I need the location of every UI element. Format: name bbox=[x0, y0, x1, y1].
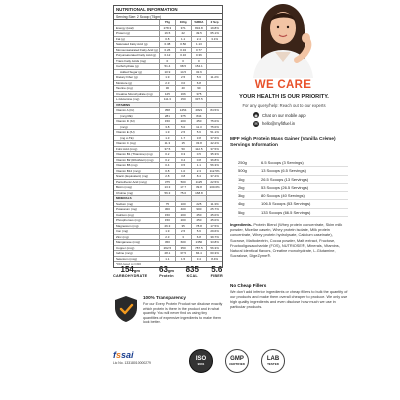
nutrient-value bbox=[207, 59, 222, 64]
no-fillers-text: We don't add inferior ingredients or cheap fillers to bulk the quantity of our products and make them overall cheaper to produce. We only use high quality ingredients and even disclose how much we use in particular products. bbox=[230, 290, 348, 309]
macro-fiber bbox=[211, 265, 223, 278]
nutrient-value: 2.3 bbox=[192, 169, 208, 174]
nutrient-value bbox=[176, 196, 192, 201]
nutrient-name: (mg α-TE) bbox=[114, 136, 160, 141]
nutrient-value: 0.38 bbox=[160, 42, 176, 47]
query-text: For any query/help: Reach out to our experts bbox=[242, 103, 326, 108]
nutrient-value: 84.4 bbox=[192, 251, 208, 256]
nutrient-value: 0.2 bbox=[160, 152, 176, 157]
gmp-badge-bottom: CERTIFIED bbox=[229, 362, 245, 366]
gmp-badge bbox=[225, 349, 249, 373]
nutrient-value: 600 bbox=[176, 240, 192, 245]
serving-info-cell: 106.5 Scoops (53 Servings) bbox=[261, 201, 311, 207]
macro-label: Protein bbox=[159, 274, 174, 278]
serving-info-cell: 13 Scoops (6.5 Servings) bbox=[261, 168, 306, 174]
nutrient-name: Moisture (g) bbox=[114, 81, 160, 86]
nutrient-value: 0.50 bbox=[176, 42, 192, 47]
we-care-heading: WE CARE bbox=[254, 79, 312, 91]
nutrient-value: 787.5 bbox=[192, 246, 208, 251]
nutrient-name: Fat (g) bbox=[114, 37, 160, 42]
nutrient-name: Iodine (mcg) bbox=[114, 251, 160, 256]
macro-label: KCAL bbox=[186, 274, 198, 278]
nutrient-value: 0.12 bbox=[160, 53, 176, 58]
nutrient-value: 0.77 bbox=[192, 48, 208, 53]
nutrient-value: 2.3 bbox=[160, 81, 176, 86]
nutrient-name: Polyunsaturated Fatty Acid (g) bbox=[114, 53, 160, 58]
nutrient-value: 22.5% bbox=[210, 179, 219, 184]
nutrient-value: 26.3 bbox=[160, 224, 176, 229]
nutrition-footnote: *RDA based on ICMR bbox=[116, 263, 142, 267]
nutrient-value: 1254 bbox=[176, 108, 192, 113]
nutrient-value: 45.0% bbox=[210, 218, 219, 223]
nutrient-value: 30 bbox=[160, 86, 176, 91]
nutrient-value bbox=[207, 92, 222, 97]
nutrient-name: Vitamin B6 (mg) bbox=[114, 163, 160, 168]
shield-check-icon bbox=[113, 295, 139, 323]
nutrient-value bbox=[207, 48, 222, 53]
serving-size-cell: 3kg bbox=[238, 193, 245, 199]
chat-icon: ◉ bbox=[254, 112, 258, 118]
nutrient-value: 168.8 bbox=[192, 191, 208, 196]
nutrient-value: 14.5 bbox=[176, 70, 192, 75]
nutrient-value bbox=[160, 103, 176, 108]
nutrient-value: 450 bbox=[192, 213, 208, 218]
nutrient-name: VITAMINS bbox=[114, 103, 160, 108]
nutrient-value: 100 bbox=[176, 202, 192, 207]
nutrient-name: Protein (g) bbox=[114, 31, 160, 36]
nutrient-value: 35 bbox=[176, 224, 192, 229]
nutrient-value: 150 bbox=[160, 119, 176, 124]
servings-table bbox=[238, 159, 348, 217]
contact-list bbox=[253, 112, 333, 129]
nutrient-value bbox=[207, 86, 222, 91]
nutrient-value: 100.0% bbox=[209, 185, 220, 190]
chat-contact[interactable] bbox=[253, 112, 333, 118]
transparency-title: 100% Transparency bbox=[143, 295, 186, 300]
nutrient-value: 78.8 bbox=[192, 224, 208, 229]
nutrient-value: 39.7% bbox=[210, 234, 219, 239]
nutrient-value: 375 bbox=[192, 92, 208, 97]
nutrient-value: 1.9 bbox=[160, 229, 176, 234]
servings-title: MFF High Protein Mass Gainer (Vanilla Crème) Servings Information bbox=[230, 137, 336, 148]
nutrient-value: 1350 bbox=[192, 240, 208, 245]
nutrient-value: 371 bbox=[176, 26, 192, 31]
nutrient-value: 112.5 bbox=[192, 147, 208, 152]
priority-heading: YOUR HEALTH IS OUR PRIORITY. bbox=[239, 94, 329, 100]
nutrient-value: 150 bbox=[160, 218, 176, 223]
nutrient-value: 278.3 bbox=[160, 26, 176, 31]
nutrient-value bbox=[207, 53, 222, 58]
nutrient-name: Folic Acid (mcg) bbox=[114, 147, 160, 152]
nutrient-name: Carbohydrate (g) bbox=[114, 64, 160, 69]
nutrient-value bbox=[192, 196, 208, 201]
nutrient-name: Potassium (mg) bbox=[114, 207, 160, 212]
nutrient-value: 281 bbox=[160, 114, 176, 119]
nutrient-value: 32.6 bbox=[192, 70, 208, 75]
nutrient-value: 37.6% bbox=[210, 135, 219, 140]
nutrient-value: 1.1 bbox=[176, 37, 192, 42]
mail-icon: ✉ bbox=[254, 121, 258, 126]
nutrient-value: 3 bbox=[176, 235, 192, 240]
serving-size-cell: 1kg bbox=[238, 176, 245, 182]
support-agent-image bbox=[235, 0, 330, 78]
nutrient-value: 90 bbox=[192, 86, 208, 91]
nutrient-value: 11.3 bbox=[160, 141, 176, 146]
certification-logos bbox=[113, 345, 293, 385]
nutrient-name: (mcg RE) bbox=[114, 114, 160, 119]
nutrient-name: L-Glutamine (mg) bbox=[114, 97, 160, 102]
nutrient-value: 0.4 bbox=[160, 163, 176, 168]
nutrient-value: 337.5 bbox=[192, 97, 208, 102]
nutrient-value: 1.0 bbox=[176, 169, 192, 174]
macro-value: 154 bbox=[120, 265, 134, 274]
fssai-logo: fssai Lic No. 13318010000279 bbox=[113, 350, 183, 365]
nutrient-value: 200 bbox=[176, 213, 192, 218]
nutrient-value bbox=[207, 114, 222, 119]
macro-value: 63 bbox=[159, 265, 168, 274]
header-cell: %RDA bbox=[192, 20, 208, 25]
serving-info-cell: 53 Scoops (26.5 Servings) bbox=[261, 184, 309, 190]
nutrient-value bbox=[207, 70, 222, 75]
macro-unit: gm bbox=[133, 268, 140, 273]
nutrient-value: 11.2% bbox=[210, 75, 219, 80]
nutrient-value: 22 bbox=[176, 31, 192, 36]
nutrient-value: 0.4 bbox=[176, 158, 192, 163]
nutrient-value: 1.9 bbox=[160, 130, 176, 135]
nutrient-value: 8.4% bbox=[211, 256, 219, 261]
nutrient-name: Iron (mg) bbox=[114, 229, 160, 234]
nutrient-name: Trans Fatty Acids (mg) bbox=[114, 59, 160, 64]
nutrient-value: 166 bbox=[176, 92, 192, 97]
nutrient-value: 400 bbox=[176, 207, 192, 212]
macro-value: 835 bbox=[185, 265, 199, 274]
nutrient-value: 450 bbox=[192, 218, 208, 223]
nutrient-value: 3.8 bbox=[192, 136, 208, 141]
header-cell: 100g bbox=[176, 20, 192, 25]
nutrient-value: 0 bbox=[160, 59, 176, 64]
nutrient-value: 0.8 bbox=[160, 169, 176, 174]
nutrient-value: 33.8% bbox=[210, 240, 219, 245]
nutrient-value: 75.0 bbox=[176, 191, 192, 196]
nutrient-value: 15 bbox=[176, 141, 192, 146]
nutrient-name: Monounsaturated Fatty Acid (g) bbox=[114, 48, 160, 53]
nutrient-value: 2.8 bbox=[160, 174, 176, 179]
nutrient-value: 3.1% bbox=[211, 36, 219, 41]
nutrition-body bbox=[114, 26, 222, 263]
no-fillers-title: No Cheap Fillers bbox=[230, 283, 267, 288]
nutrient-name: Vitamin A (IU) bbox=[114, 108, 160, 113]
nutrient-value: 42.2% bbox=[210, 141, 219, 146]
nutrient-value: 154.1 bbox=[192, 64, 208, 69]
nutrient-value: 16.5 bbox=[160, 31, 176, 36]
transparency-section bbox=[113, 295, 223, 325]
nutrient-value: 10.9 bbox=[160, 70, 176, 75]
nutrient-value bbox=[207, 191, 222, 196]
nutrient-value bbox=[192, 103, 208, 108]
nutrient-value: 11.3 bbox=[192, 125, 208, 130]
nutrient-value: 49.5 bbox=[192, 31, 208, 36]
nutrient-value: 75.0% bbox=[210, 119, 219, 124]
nutrient-value: 50 bbox=[176, 147, 192, 152]
nutrient-name: Vitamin D (IU) bbox=[114, 119, 160, 124]
nutrient-value: 11.3% bbox=[210, 201, 219, 206]
serving-info-cell: 80 Scoops (40 Servings) bbox=[261, 193, 305, 199]
nutrient-name: (mcg) bbox=[114, 125, 160, 130]
serving-info-cell: 26.5 Scoops (13 Servings) bbox=[261, 176, 309, 182]
iso-badge-bottom: 9001 bbox=[197, 362, 205, 366]
nutrient-name: Zinc (mg) bbox=[114, 235, 160, 240]
nutrient-value: 0.8 bbox=[160, 37, 176, 42]
nutrient-value: 3.0 bbox=[176, 81, 192, 86]
nutrient-value: 5.6 bbox=[192, 75, 208, 80]
servings-row bbox=[238, 167, 348, 175]
nutrient-value: 358 bbox=[160, 108, 176, 113]
nutrient-value bbox=[207, 196, 222, 201]
lab-badge-top: LAB bbox=[266, 356, 280, 362]
servings-row bbox=[238, 176, 348, 184]
nutrient-value bbox=[207, 81, 222, 86]
nutrient-value: 0.2 bbox=[160, 158, 176, 163]
serving-size-cell: 250g bbox=[238, 160, 247, 165]
nutrient-value: 6.8 bbox=[192, 81, 208, 86]
email-contact[interactable] bbox=[253, 121, 333, 127]
iso-badge-top: ISO bbox=[195, 356, 207, 362]
nutrient-value: 37.5% bbox=[210, 146, 219, 151]
nutrient-value: 0 bbox=[176, 59, 192, 64]
nutrient-name: Manganese (mcg) bbox=[114, 240, 160, 245]
nutrient-value: 51.4 bbox=[160, 64, 176, 69]
nutrient-name: Vitamin B1 (Thiamine) (mg) bbox=[114, 152, 160, 157]
macro-value: 5.6 bbox=[211, 265, 223, 274]
nutrient-value: 2.5 bbox=[176, 130, 192, 135]
nutrient-value: 834.8 bbox=[192, 26, 208, 31]
nutrient-value: 6.8 bbox=[192, 235, 208, 240]
nutrient-value: 33.8 bbox=[192, 141, 208, 146]
nutrient-value: 19.8% bbox=[210, 25, 219, 30]
nutrient-value: 37.5 bbox=[176, 251, 192, 256]
macro-label: FIBER bbox=[210, 274, 223, 278]
gmp-badge-top: GMP bbox=[230, 356, 244, 362]
nutrient-value: 375 bbox=[160, 180, 176, 185]
nutrient-name: Added Sugar (g) bbox=[114, 70, 160, 75]
nutrient-name: Taurine (mg) bbox=[114, 86, 160, 91]
nutrient-value: 0.16 bbox=[176, 53, 192, 58]
serving-size: Serving Size: 2 Scoop (75gm) bbox=[114, 14, 222, 20]
servings-row bbox=[238, 209, 348, 217]
nutrient-value: 1.3 bbox=[160, 136, 176, 141]
nutrient-value: 500 bbox=[176, 180, 192, 185]
nutrient-value: 0.36 bbox=[192, 53, 208, 58]
nutrient-value: 0.26 bbox=[160, 48, 176, 53]
nutrient-name: Calcium (mg) bbox=[114, 213, 160, 218]
macro-summary bbox=[113, 265, 223, 278]
nutrient-value: 36.8% bbox=[210, 157, 219, 162]
nutrient-name: Selenium (mcg) bbox=[114, 257, 160, 262]
serving-size-cell: 5kg bbox=[238, 209, 245, 215]
nutrient-value: 1.1 bbox=[160, 257, 176, 262]
nutrient-name: Choline (mg) bbox=[114, 191, 160, 196]
nutrient-value: 39.8 bbox=[192, 185, 208, 190]
transparency-text: For our Every Protein Product we disclose exactly which protein is there in the product and in what quantity. You will never find us using tiny quantities of expensive ingredients to make them look better. bbox=[143, 302, 223, 325]
servings-row bbox=[238, 192, 348, 200]
nutrient-value: 3.4 bbox=[192, 257, 208, 262]
serving-size-cell: 4kg bbox=[238, 201, 245, 207]
ingredients-block bbox=[230, 222, 348, 258]
lab-tested-badge bbox=[261, 349, 285, 373]
nutrient-name: Pantothenic Acid (mcg) bbox=[114, 180, 160, 185]
iso-badge bbox=[189, 349, 213, 373]
nutrient-value: 60.3% bbox=[210, 251, 219, 256]
nutrient-value: 3.8 bbox=[176, 174, 192, 179]
servings-row bbox=[238, 200, 348, 208]
nutrient-value: 0.34 bbox=[176, 48, 192, 53]
nutrient-value: 450 bbox=[160, 240, 176, 245]
nutrient-value bbox=[207, 64, 222, 69]
nutrient-value: 2.5 bbox=[176, 229, 192, 234]
nutrient-value: 37.5 bbox=[160, 147, 176, 152]
nutrient-value: 5.6 bbox=[192, 229, 208, 234]
nutrient-value: 0.8 bbox=[192, 158, 208, 163]
nutrient-name: Dietary Fiber (g) bbox=[114, 75, 160, 80]
serving-info-cell: 133 Scoops (66.5 Servings) bbox=[261, 209, 311, 215]
nutrient-value: 375 bbox=[176, 114, 192, 119]
lab-badge-bottom: TESTED bbox=[267, 362, 279, 366]
header-cell: 2 Scp bbox=[210, 20, 219, 25]
nutrient-value: 900 bbox=[192, 207, 208, 212]
nutrient-value: 1.5 bbox=[176, 257, 192, 262]
nutrient-value: 0 bbox=[192, 59, 208, 64]
macro-label: CARBOHYDRATE bbox=[113, 274, 148, 278]
macro-carbohydrate bbox=[113, 265, 147, 278]
fssai-license: Lic No. 13318010000279 bbox=[113, 361, 151, 365]
nutrient-value: 450 bbox=[192, 119, 208, 124]
header-cell: 75g bbox=[160, 20, 176, 25]
nutrient-value: 1.1 bbox=[192, 163, 208, 168]
nutrient-name: Magnesium (mg) bbox=[114, 224, 160, 229]
macro-unit: gm bbox=[167, 268, 174, 273]
ingredients-label: Ingredients- bbox=[230, 222, 253, 227]
macro-protein bbox=[159, 265, 174, 278]
nutrient-value: 225 bbox=[192, 202, 208, 207]
nutrient-value: 0.5 bbox=[176, 163, 192, 168]
nutrient-value: 17.7 bbox=[176, 185, 192, 190]
nutrient-name: Energy (kcal) bbox=[114, 26, 160, 31]
ingredients-text: Protein Blend (Whey protein concentrate, Skim milk powder, Micellar casein, Whey protein isolate, Milk protein concentrate, Whey protein hydrolysate, Calcium caseinate), Sucrose, Maltodextrin, Cocoa powder, Malt extract, Fructose, Fructooligosaccharide (FOS), NUTRIOSE®, Minerals, Vitamins, Natural identical flavors, Creatine monohydrate, L-Glutamine, Sucralose, DigeZyme®. bbox=[230, 222, 343, 259]
servings-row bbox=[238, 184, 348, 192]
macro-kcal bbox=[186, 265, 199, 278]
nutrient-value bbox=[176, 103, 192, 108]
nutrient-value: 0.3 bbox=[176, 152, 192, 157]
nutrient-value: 150 bbox=[160, 213, 176, 218]
nutrient-value: 75.0% bbox=[210, 124, 219, 129]
nutrient-value bbox=[160, 196, 176, 201]
nutrient-value: 200 bbox=[176, 218, 192, 223]
nutrient-value: 112.5% bbox=[209, 168, 220, 173]
serving-size-cell: 2kg bbox=[238, 184, 245, 190]
nutrient-value: 3.8 bbox=[160, 125, 176, 130]
serving-info-cell: 6.5 Scoops (3 Servings) bbox=[261, 160, 304, 165]
nutrient-value: 65.1% bbox=[210, 31, 219, 36]
nutrient-value: 75 bbox=[160, 202, 176, 207]
email-label: hello@myfitfuel.in bbox=[262, 121, 296, 126]
nutrient-name: Vitamin B2 (Riboflavin) (mg) bbox=[114, 158, 160, 163]
nutrient-value: 125 bbox=[160, 92, 176, 97]
header-cell bbox=[114, 20, 160, 25]
nutrient-value: 844 bbox=[192, 114, 208, 119]
nutrition-title: NUTRITIONAL INFORMATION bbox=[114, 6, 222, 14]
nutrient-name: Saturated Fatty Acid (g) bbox=[114, 42, 160, 47]
nutrient-value: 2821 bbox=[192, 108, 208, 113]
nutrient-value: 2.4 bbox=[192, 37, 208, 42]
nutrition-table bbox=[113, 5, 223, 268]
nutrient-name: Vitamin E (IU) bbox=[114, 130, 160, 135]
nutrient-value: 51.1% bbox=[210, 130, 219, 135]
nutrient-value: 5.6 bbox=[192, 130, 208, 135]
nutrient-value: 84.5% bbox=[210, 108, 219, 113]
nutrient-value: 2.5 bbox=[176, 75, 192, 80]
nutrient-value bbox=[207, 42, 222, 47]
nutrient-value: 150 bbox=[176, 97, 192, 102]
nutrient-value: 0.5 bbox=[192, 152, 208, 157]
nutrient-value: 56.3 bbox=[160, 191, 176, 196]
nutrient-value: 262.5 bbox=[160, 246, 176, 251]
nutrient-name: MINERALS bbox=[114, 196, 160, 201]
nutrient-value: 5.0 bbox=[176, 125, 192, 130]
nutrient-name: Sodium (mg) bbox=[114, 202, 160, 207]
nutrient-value: 1.13 bbox=[192, 42, 208, 47]
nutrient-value: 350 bbox=[176, 246, 192, 251]
nutrient-value: 13.3 bbox=[160, 185, 176, 190]
nutrient-value: 37.2% bbox=[210, 174, 219, 179]
nutrient-value: 29.6% bbox=[210, 229, 219, 234]
nutrient-name: Niacin (Equivalent) (mg) bbox=[114, 174, 160, 179]
nutrient-name: Phosphorous (mg) bbox=[114, 218, 160, 223]
nutrient-value: 68.5 bbox=[176, 64, 192, 69]
nutrient-name: Vitamin B12 (mcg) bbox=[114, 169, 160, 174]
nutrient-name: Biotin (mcg) bbox=[114, 185, 160, 190]
nutrient-value bbox=[207, 97, 222, 102]
nutrient-value: 25.7% bbox=[210, 207, 219, 212]
nutrient-value: 17.5% bbox=[210, 223, 219, 228]
nutrient-value: 28.1 bbox=[160, 251, 176, 256]
nutrient-value: 8.4 bbox=[192, 174, 208, 179]
nutrient-value: 200 bbox=[176, 119, 192, 124]
chat-label: Chat on our mobile app bbox=[262, 112, 306, 118]
nutrient-value: 1.9 bbox=[160, 75, 176, 80]
nutrient-value: 56.3% bbox=[210, 245, 219, 250]
nutrient-value: 1125 bbox=[192, 180, 208, 185]
nutrient-value: 1.7 bbox=[176, 136, 192, 141]
nutrient-value: 45.0% bbox=[210, 212, 219, 217]
nutrient-value: 40 bbox=[176, 86, 192, 91]
nutrient-name: Creatine Monohydrate (mg) bbox=[114, 92, 160, 97]
nutrient-value bbox=[207, 103, 222, 108]
nutrient-value: 56.3% bbox=[210, 163, 219, 168]
nutrient-name: Copper (mcg) bbox=[114, 246, 160, 251]
nutrient-value: 111.3 bbox=[160, 97, 176, 102]
nutrient-value: 35.3% bbox=[210, 152, 219, 157]
nutrient-value: 300 bbox=[160, 207, 176, 212]
serving-size-cell: 500g bbox=[238, 168, 247, 174]
servings-row bbox=[238, 159, 348, 167]
nutrient-value: 2.3 bbox=[160, 235, 176, 240]
nutrient-name: Vitamin C (mg) bbox=[114, 141, 160, 146]
